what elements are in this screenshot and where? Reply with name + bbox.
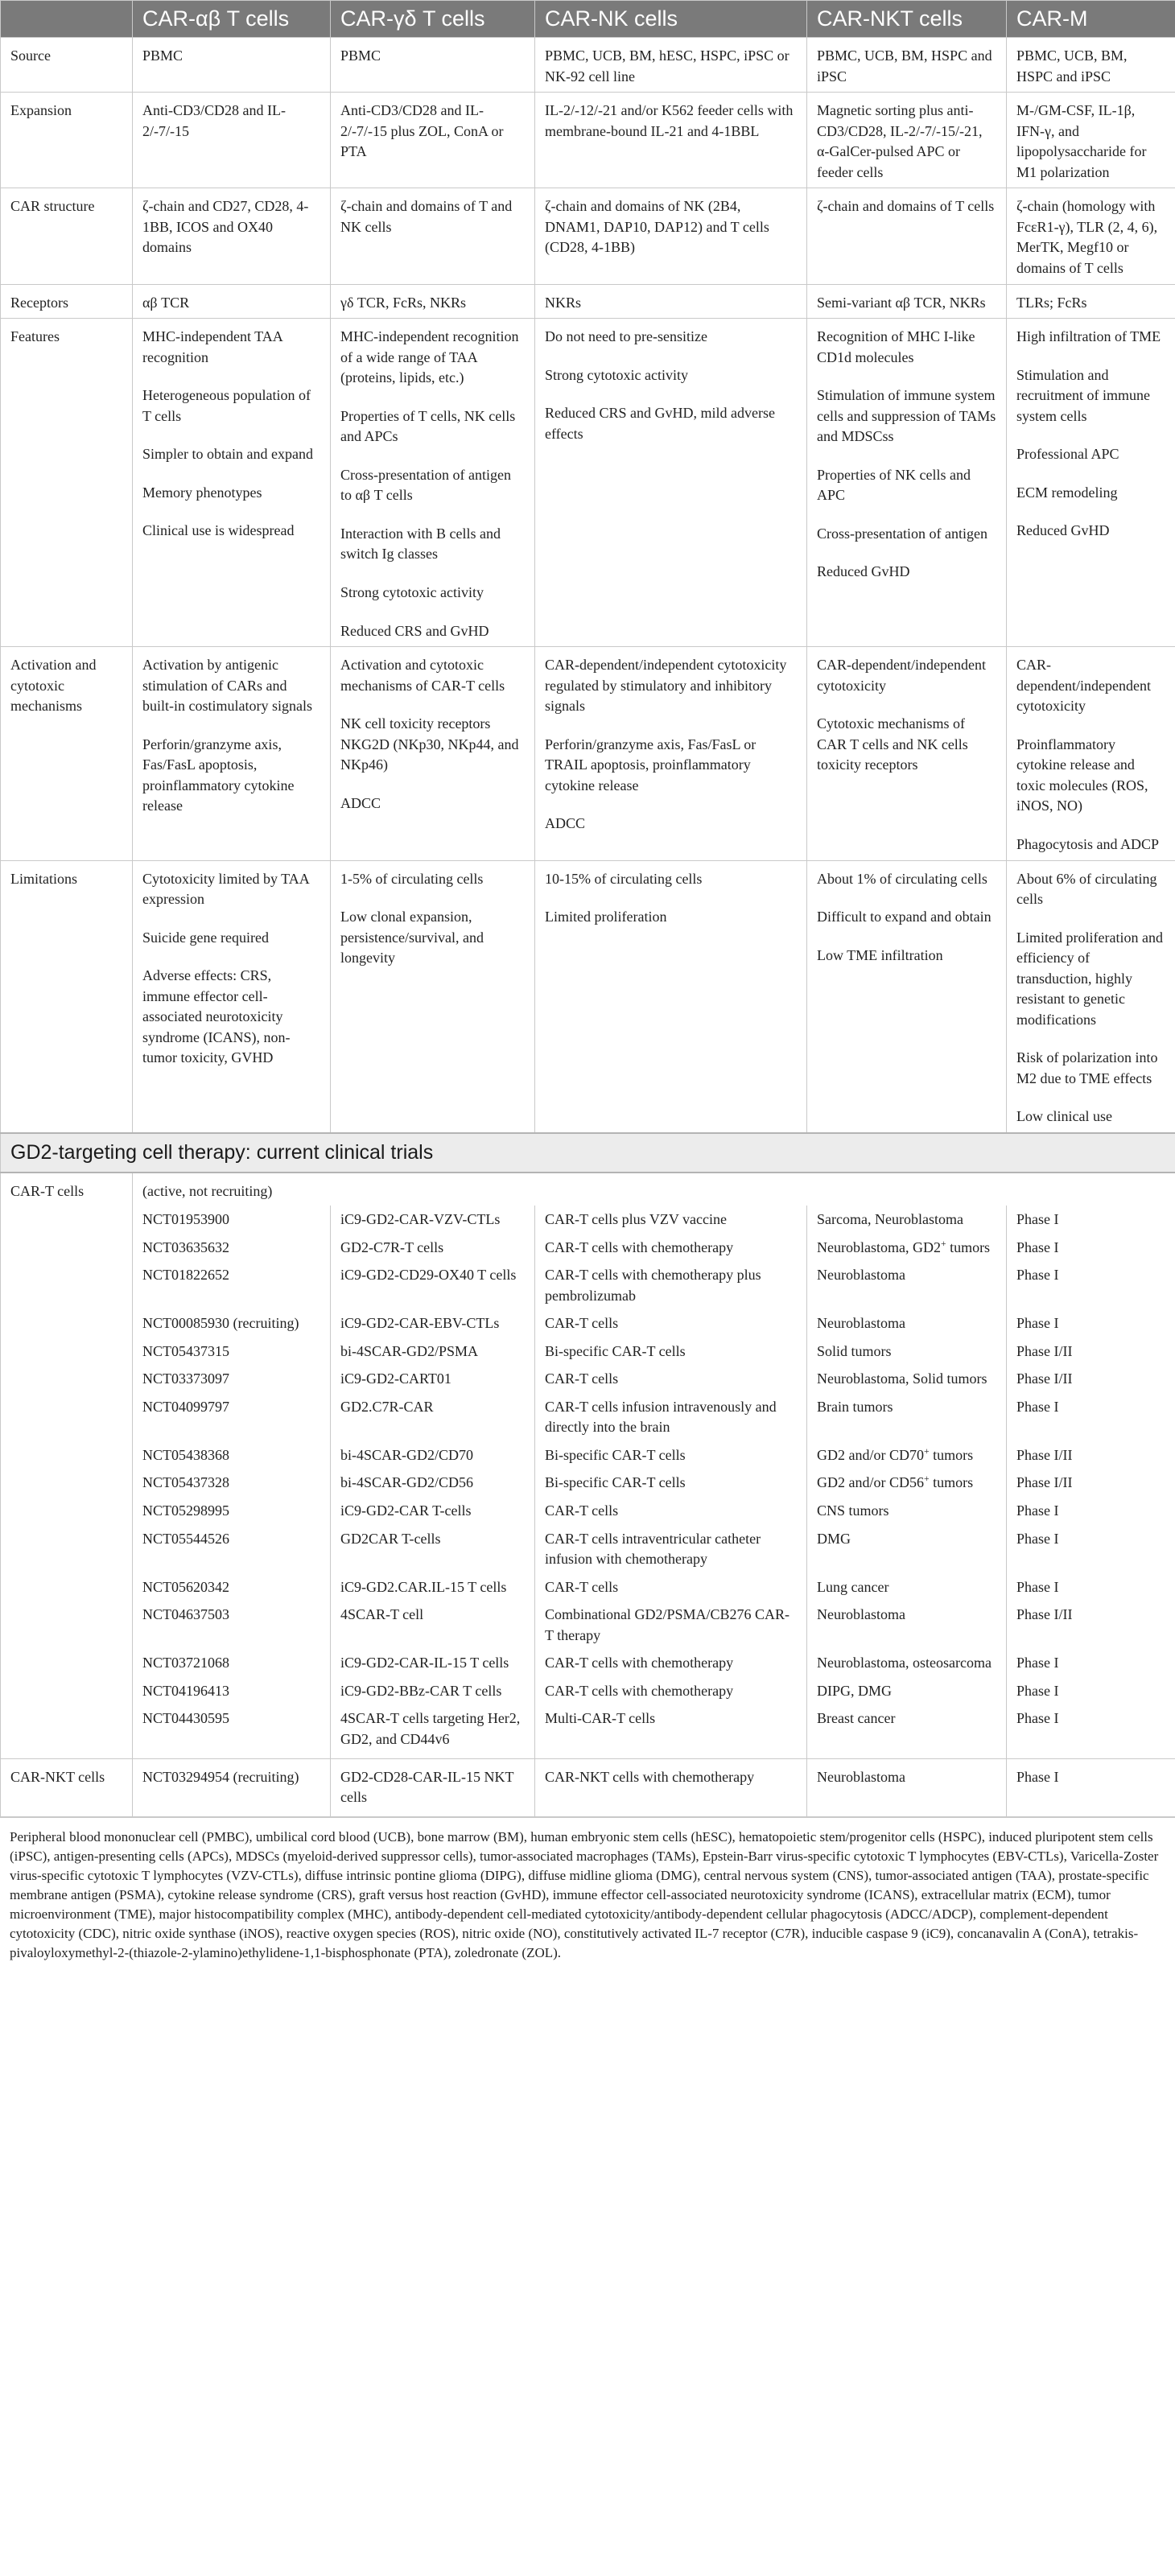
cell-text: Anti-CD3/CD28 and IL-2/-7/-15 plus ZOL, ConA or PTA [340,102,504,160]
cell-text: Cross-presentation of antigen [817,525,987,542]
trial-id: NCT00085930 (recruiting) [133,1309,331,1337]
table-cell [133,647,331,860]
trial-id: NCT01822652 [133,1261,331,1309]
table-row [1,188,1175,284]
row-label: Source [1,38,133,93]
trial-indication [807,1337,1007,1366]
cell-text: Cross-presentation of antigen to αβ T cells [340,466,511,504]
indication-text: Neuroblastoma [817,1315,905,1332]
trial-row [1,1261,1175,1309]
trial-indication [807,1234,1007,1262]
header-car-m: CAR-M [1007,1,1175,38]
cell-text: PBMC, UCB, BM, hESC, HSPC, iPSC or NK-92 cell line [545,47,790,84]
trial-product: 4SCAR-T cell [331,1601,535,1649]
trial-phase: Phase I [1007,1234,1175,1262]
cell-text: ζ-chain (homology with FcεR1-γ), TLR (2, 4, 6), MerTK, Megf10 or domains of T cells [1016,198,1158,277]
trial-id: NCT05438368 [133,1441,331,1469]
cell-text: Strong cytotoxic activity [340,584,484,601]
trial-therapy: Bi-specific CAR-T cells [535,1441,807,1469]
trial-product: bi-4SCAR-GD2/CD70 [331,1441,535,1469]
trial-indication [807,1497,1007,1525]
trial-row [1,1677,1175,1705]
table-cell [535,93,807,188]
trial-indication [807,1704,1007,1758]
table-cell [1007,284,1175,319]
trial-status: (active, not recruiting) [133,1173,1175,1206]
cell-text: TLRs; FcRs [1016,294,1087,311]
cell-text: ADCC [340,794,381,811]
trial-indication [807,1758,1007,1816]
trial-product: bi-4SCAR-GD2/PSMA [331,1337,535,1366]
table-cell [331,93,535,188]
table-cell [535,38,807,93]
trial-phase: Phase I [1007,1309,1175,1337]
trial-id: NCT04196413 [133,1677,331,1705]
trial-therapy: CAR-T cells with chemotherapy plus pembrolizumab [535,1261,807,1309]
table-cell [535,647,807,860]
trial-product: bi-4SCAR-GD2/CD56 [331,1469,535,1497]
trial-phase: Phase I [1007,1525,1175,1573]
row-label: Limitations [1,860,133,1133]
indication-text: Neuroblastoma, GD2 [817,1239,941,1255]
cell-text: Suicide gene required [142,929,269,946]
cell-text: Semi-variant αβ TCR, NKRs [817,294,986,311]
indication-sup: + [924,1473,930,1485]
abbreviations-footnote: Peripheral blood mononuclear cell (PMBC), umbilical cord blood (UCB), bone marrow (BM), human embryonic stem cells (hESC), hematopoietic stem/progenitor cells (HSPC), induced pluripotent stem cells (iPSC), antigen-presenting cells (APCs), MDSCs (myeloid-derived suppressor cells), tumor-associated macrophages (TAMs), Epstein-Barr virus-specific cytotoxic T lymphocytes (EBV-CTLs), Varicella-Zoster virus-specific cytotoxic T lymphocytes (VZV-CTLs), diffuse intrinsic pontine glioma (DIPG), diffuse midline glioma (DMG), central nervous system (CNS), tumor-associated antigen (TAA), prostate-specific membrane antigen (PSMA), cytokine release syndrome (CRS), graft versus host reaction (GvHD), immune effector cell-associated neurotoxicity syndrome (ICANS), extracellular matrix (ECM), tumor microenvironment (TME), major histocompatibility complex (MHC), antibody-dependent cell-mediated cytotoxicity/antibody-dependent cellular phagocytosis (ADCC/ADCP), complement-dependent cytotoxicity (CDC), nitric oxide synthase (iNOS), reactive oxygen species (ROS), nitric oxide (NO), constitutively activated IL-7 receptor (C7R), inducible caspase 9 (iC9), concanavalin A (ConA), tetrakis-pivaloyloxymethyl-2-(thiazole-2-ylamino)ethylidene-1,1-bisphosphonate (PTA), zoledronate (ZOL). [0,1817,1175,1975]
trial-therapy: CAR-T cells infusion intravenously and directly into the brain [535,1393,807,1441]
table-cell [1007,93,1175,188]
table-cell [1007,647,1175,860]
cell-text: Activation by antigenic stimulation of CARs and built-in costimulatory signals [142,657,312,715]
indication-text: Solid tumors [817,1342,892,1359]
cell-text: ADCC [545,815,586,832]
trial-phase: Phase I/II [1007,1601,1175,1649]
table-cell [535,860,807,1133]
cell-text: CAR-dependent/independent cytotoxicity [1016,657,1151,715]
indication-text: Neuroblastoma, Solid tumors [817,1370,987,1387]
cell-text: Anti-CD3/CD28 and IL-2/-7/-15 [142,102,286,139]
table-cell [1007,38,1175,93]
trial-row [1,1206,1175,1234]
cell-text: Limited proliferation and efficiency of transduction, highly resistant to genetic modifications [1016,929,1163,1028]
table-header-row [1,1,1175,38]
trial-therapy: CAR-T cells with chemotherapy [535,1649,807,1677]
cell-text: γδ TCR, FcRs, NKRs [340,294,466,311]
cell-text: CAR-dependent/independent cytotoxicity [817,657,986,694]
trial-product: GD2-C7R-T cells [331,1234,535,1262]
trial-id: NCT05437315 [133,1337,331,1366]
table-row [1,319,1175,647]
cell-text: Low clinical use [1016,1108,1112,1125]
row-label: Receptors [1,284,133,319]
cell-text: MHC-independent TAA recognition [142,328,282,365]
trial-therapy: CAR-T cells [535,1497,807,1525]
cell-text: Low TME infiltration [817,946,943,963]
table-row [1,860,1175,1133]
cell-text: About 1% of circulating cells [817,870,987,887]
cell-text: Perforin/granzyme axis, Fas/FasL apoptosis, proinflammatory cytokine release [142,736,295,814]
trial-therapy: CAR-NKT cells with chemotherapy [535,1758,807,1816]
table-cell [331,188,535,284]
trial-therapy: Multi-CAR-T cells [535,1704,807,1758]
cell-text: PBMC [340,47,381,64]
row-label: Expansion [1,93,133,188]
trial-therapy: CAR-T cells plus VZV vaccine [535,1206,807,1234]
trial-therapy: Bi-specific CAR-T cells [535,1469,807,1497]
trial-id: NCT04430595 [133,1704,331,1758]
cell-text: Reduced GvHD [817,563,910,580]
cell-text: ζ-chain and domains of NK (2B4, DNAM1, DAP10, DAP12) and T cells (CD28, 4-1BB) [545,198,769,256]
trial-therapy: CAR-T cells [535,1573,807,1601]
cell-text: About 6% of circulating cells [1016,870,1157,908]
trial-product: GD2-CD28-CAR-IL-15 NKT cells [331,1758,535,1816]
cell-text: High infiltration of TME [1016,328,1161,345]
trial-product: GD2.C7R-CAR [331,1393,535,1441]
trial-id: NCT03373097 [133,1365,331,1393]
table-cell [807,319,1007,647]
trial-therapy: CAR-T cells [535,1365,807,1393]
indication-text: Neuroblastoma [817,1768,905,1785]
trial-indication [807,1525,1007,1573]
table-row [1,93,1175,188]
cell-text: IL-2/-12/-21 and/or K562 feeder cells with membrane-bound IL-21 and 4-1BBL [545,102,794,139]
trial-id: NCT04637503 [133,1601,331,1649]
trial-id: NCT05298995 [133,1497,331,1525]
table-cell [133,319,331,647]
cell-text: Low clonal expansion, persistence/survival, and longevity [340,909,484,967]
trial-phase: Phase I/II [1007,1441,1175,1469]
cell-text: Do not need to pre-sensitize [545,328,707,345]
cell-text: ECM remodeling [1016,484,1118,501]
cell-text: Reduced CRS and GvHD [340,622,489,639]
trial-row [1,1497,1175,1525]
trial-row [1,1601,1175,1649]
indication-sup: + [924,1445,930,1457]
trial-indication [807,1601,1007,1649]
cell-text: ζ-chain and domains of T cells [817,198,995,215]
table-cell [331,319,535,647]
indication-text: Brain tumors [817,1398,893,1415]
cell-text: 1-5% of circulating cells [340,870,484,887]
trial-phase: Phase I [1007,1573,1175,1601]
cell-text: Cytotoxic mechanisms of CAR T cells and NK cells toxicity receptors [817,715,968,773]
trial-indication [807,1441,1007,1469]
cell-text: Interaction with B cells and switch Ig classes [340,525,501,563]
trial-product: iC9-GD2-BBz-CAR T cells [331,1677,535,1705]
table-cell [535,319,807,647]
trial-row [1,1234,1175,1262]
row-label: Features [1,319,133,647]
trial-row [1,1441,1175,1469]
indication-tail: tumors [929,1446,974,1463]
cell-text: αβ TCR [142,294,190,311]
trial-indication [807,1649,1007,1677]
trial-row [1,1309,1175,1337]
indication-tail: tumors [946,1239,991,1255]
cell-text: Clinical use is widespread [142,522,295,539]
trial-row [1,1365,1175,1393]
trial-id: NCT05544526 [133,1525,331,1573]
trial-phase: Phase I [1007,1704,1175,1758]
trial-phase: Phase I [1007,1758,1175,1816]
trial-row [1,1337,1175,1366]
table-cell [133,38,331,93]
trial-id: NCT03635632 [133,1234,331,1262]
indication-text: DMG [817,1530,851,1547]
cell-text: CAR-dependent/independent cytotoxicity regulated by stimulatory and inhibitory signals [545,657,787,715]
cell-text: Limited proliferation [545,909,667,925]
trial-phase: Phase I [1007,1261,1175,1309]
trial-phase: Phase I/II [1007,1365,1175,1393]
trial-therapy: Bi-specific CAR-T cells [535,1337,807,1366]
table-cell [1007,319,1175,647]
cell-text: Magnetic sorting plus anti-CD3/CD28, IL-2/-7/-15/-21, α-GalCer-pulsed APC or feeder cells [817,102,983,180]
indication-sup: + [940,1238,946,1249]
indication-text: Sarcoma, Neuroblastoma [817,1211,963,1228]
cell-text: Adverse effects: CRS, immune effector cell-associated neurotoxicity syndrome (ICANS), non-tumor toxicity, GVHD [142,967,291,1066]
header-car-nkt: CAR-NKT cells [807,1,1007,38]
table-cell [331,38,535,93]
cell-text: Memory phenotypes [142,484,262,501]
trial-indication [807,1206,1007,1234]
trial-indication [807,1261,1007,1309]
trial-id: NCT03294954 (recruiting) [133,1758,331,1816]
trial-phase: Phase I [1007,1206,1175,1234]
trial-product: 4SCAR-T cells targeting Her2, GD2, and CD44v6 [331,1704,535,1758]
table-cell [807,188,1007,284]
cell-text: MHC-independent recognition of a wide range of TAA (proteins, lipids, etc.) [340,328,519,386]
trial-product: iC9-GD2-CD29-OX40 T cells [331,1261,535,1309]
table-cell [133,284,331,319]
trial-phase: Phase I [1007,1497,1175,1525]
trial-row [1,1525,1175,1573]
trial-phase: Phase I/II [1007,1337,1175,1366]
table-cell [1007,188,1175,284]
trials-body [1,1173,1175,1816]
indication-text: CNS tumors [817,1502,889,1519]
cell-text: Strong cytotoxic activity [545,366,688,383]
indication-text: GD2 and/or CD70 [817,1446,924,1463]
trial-indication [807,1573,1007,1601]
cell-text: ζ-chain and CD27, CD28, 4-1BB, ICOS and OX40 domains [142,198,309,256]
cell-text: Risk of polarization into M2 due to TME effects [1016,1049,1158,1086]
table-cell [1007,860,1175,1133]
trial-indication [807,1365,1007,1393]
table-cell [807,38,1007,93]
trial-group-label: CAR-NKT cells [1,1758,133,1816]
cell-text: Cytotoxicity limited by TAA expression [142,870,309,908]
cell-text: Recognition of MHC I-like CD1d molecules [817,328,975,365]
cell-text: Simpler to obtain and expand [142,446,313,463]
trial-phase: Phase I [1007,1649,1175,1677]
cell-text: Properties of T cells, NK cells and APCs [340,407,516,445]
trial-row [1,1573,1175,1601]
indication-tail: tumors [929,1474,974,1491]
trial-row [1,1704,1175,1758]
indication-text: DIPG, DMG [817,1682,893,1699]
cell-text: Stimulation and recruitment of immune system cells [1016,366,1150,424]
cell-text: Difficult to expand and obtain [817,909,992,925]
cell-text: PBMC, UCB, BM, HSPC and iPSC [817,47,992,84]
cell-text: Professional APC [1016,446,1119,463]
cell-text: ζ-chain and domains of T and NK cells [340,198,513,235]
table-cell [807,647,1007,860]
table-cell [133,188,331,284]
trial-indication [807,1469,1007,1497]
row-label: Activation and cytotoxic mechanisms [1,647,133,860]
trial-therapy: CAR-T cells with chemotherapy [535,1677,807,1705]
cell-text: Activation and cytotoxic mechanisms of CAR-T cells [340,657,505,694]
table-cell [331,647,535,860]
trial-product: iC9-GD2-CAR-IL-15 T cells [331,1649,535,1677]
cell-text: Heterogeneous population of T cells [142,387,311,424]
trial-phase: Phase I/II [1007,1469,1175,1497]
trial-therapy: CAR-T cells intraventricular catheter infusion with chemotherapy [535,1525,807,1573]
indication-text: Neuroblastoma [817,1267,905,1284]
cell-text: M-/GM-CSF, IL-1β, IFN-γ, and lipopolysaccharide for M1 polarization [1016,102,1147,180]
cell-text: Proinflammatory cytokine release and toxic molecules (ROS, iNOS, NO) [1016,736,1148,814]
trial-therapy: Combinational GD2/PSMA/CB276 CAR-T therapy [535,1601,807,1649]
trial-indication [807,1677,1007,1705]
header-empty-cell [1,1,133,38]
cell-text: Phagocytosis and ADCP [1016,835,1160,852]
table-cell [331,860,535,1133]
cell-text: NK cell toxicity receptors NKG2D (NKp30, NKp44, and NKp46) [340,715,519,773]
trial-status-row [1,1173,1175,1206]
table-cell [807,284,1007,319]
table-cell [535,284,807,319]
table-row [1,284,1175,319]
header-car-gd-t: CAR-γδ T cells [331,1,535,38]
trial-group-label: CAR-T cells [1,1173,133,1758]
trial-product: iC9-GD2.CAR.IL-15 T cells [331,1573,535,1601]
indication-text: Lung cancer [817,1578,889,1595]
trial-product: GD2CAR T-cells [331,1525,535,1573]
trial-phase: Phase I [1007,1393,1175,1441]
cell-text: PBMC [142,47,183,64]
trial-therapy: CAR-T cells [535,1309,807,1337]
trials-section-row [1,1133,1175,1173]
trial-indication [807,1393,1007,1441]
trial-id: NCT04099797 [133,1393,331,1441]
table-cell [133,93,331,188]
table-cell [807,93,1007,188]
cell-text: Reduced GvHD [1016,522,1110,539]
comparison-body [1,38,1175,1133]
trial-id: NCT05620342 [133,1573,331,1601]
indication-text: Neuroblastoma [817,1606,905,1623]
header-car-nk: CAR-NK cells [535,1,807,38]
trial-id: NCT03721068 [133,1649,331,1677]
indication-text: Breast cancer [817,1710,896,1727]
table-cell [133,860,331,1133]
trials-section-title: GD2-targeting cell therapy: current clinical trials [1,1133,1175,1173]
cell-text: 10-15% of circulating cells [545,870,703,887]
trial-id: NCT05437328 [133,1469,331,1497]
table-row [1,38,1175,93]
cell-text: NKRs [545,294,582,311]
cell-text: Reduced CRS and GvHD, mild adverse effects [545,405,775,442]
trial-product: iC9-GD2-CAR T-cells [331,1497,535,1525]
table-row [1,647,1175,860]
trials-section-header [1,1133,1175,1173]
trial-phase: Phase I [1007,1677,1175,1705]
trial-row [1,1758,1175,1816]
indication-text: Neuroblastoma, osteosarcoma [817,1655,992,1671]
cell-text: PBMC, UCB, BM, HSPC and iPSC [1016,47,1128,84]
table-cell [807,860,1007,1133]
trial-product: iC9-GD2-CAR-EBV-CTLs [331,1309,535,1337]
trial-therapy: CAR-T cells with chemotherapy [535,1234,807,1262]
trial-id: NCT01953900 [133,1206,331,1234]
cell-text: Properties of NK cells and APC [817,466,971,504]
trial-indication [807,1309,1007,1337]
cell-text: Perforin/granzyme axis, Fas/FasL or TRAIL apoptosis, proinflammatory cytokine release [545,736,757,793]
trial-product: iC9-GD2-CART01 [331,1365,535,1393]
cell-text: Stimulation of immune system cells and suppression of TAMs and MDSCss [817,387,996,445]
trial-product: iC9-GD2-CAR-VZV-CTLs [331,1206,535,1234]
trial-row [1,1469,1175,1497]
table-cell [535,188,807,284]
trial-row [1,1649,1175,1677]
table-cell [331,284,535,319]
trial-row [1,1393,1175,1441]
indication-text: GD2 and/or CD56 [817,1474,924,1491]
row-label: CAR structure [1,188,133,284]
header-car-ab-t: CAR-αβ T cells [133,1,331,38]
